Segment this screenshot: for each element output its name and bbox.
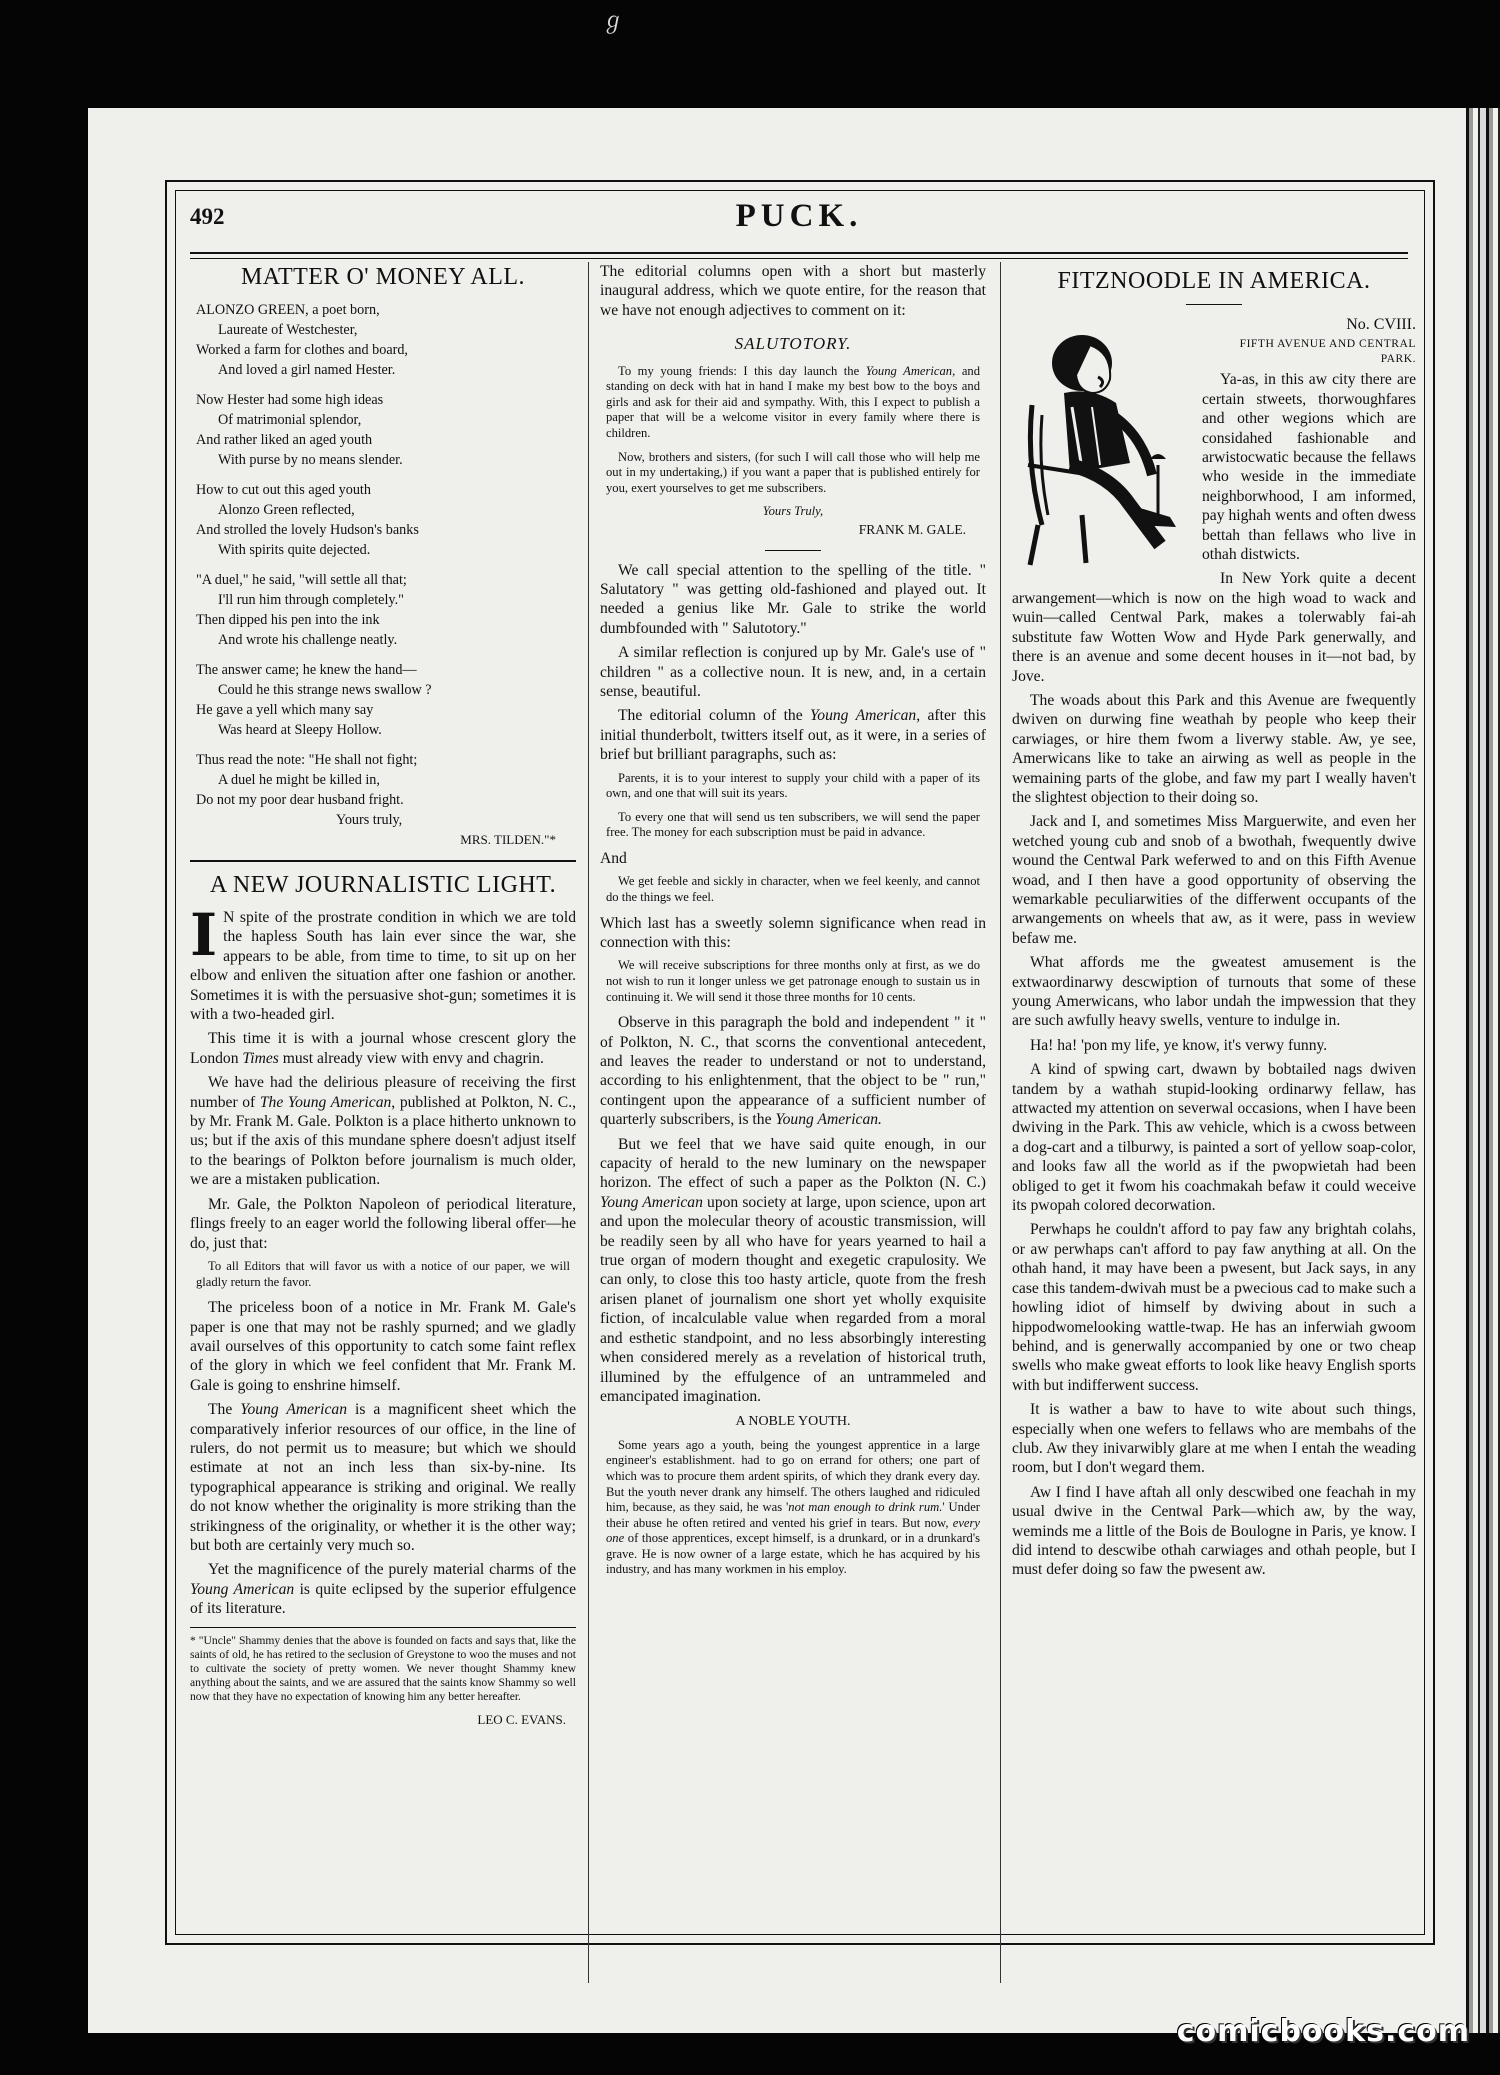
watermark: comicbooks.com [1176,2014,1470,2049]
poem-line: With purse by no means slender. [218,452,403,468]
column-divider [588,262,589,1983]
footnote-signature: LEO C. EVANS. [477,1711,566,1727]
article-title: A NEW JOURNALISTIC LIGHT. [209,872,557,898]
fitznoodle-paragraph: The woads about this Park and this Avenue are fwequently dwiven on durwing fine weathah by people who keep their carwiages, or hire them fwom a liverwy stable. Aw, ye see, Amerwicans like to take an airwing as well as people in the wemaining parts of the globe, and faw my part I weally haven't the slightest objection to their doing so. [1012,691,1416,806]
fitznoodle-paragraph: Aw I find I have aftah all only descwibed one feachah in my usual dwive in the Centwal Park—which aw, by the way, weminds me a little of the Bois de Boulogne in Paris, ye know. I did intend to descwibe othah carwiages and othah people, but I must defer doing so faw the pwesent aw. [1012,1483,1416,1579]
poem-stanza [196,660,576,740]
poem-line: Could he this strange news swallow ? [218,682,432,698]
poem-line: Laureate of Westchester, [218,322,358,338]
fitznoodle-illustration [1012,315,1194,575]
poem-stanza [196,750,576,850]
short-rule [765,550,821,551]
fitznoodle-paragraph: It is wather a baw to have to wite about such things, especially when one wefers to fellaws who are membahs of the club. Aw they inivarwibly glare at me when I entah the weading room, but I don't wegard them. [1012,1401,1416,1477]
poem-line: ALONZO GREEN, a poet born, [196,302,380,318]
article-paragraph: We have had the delirious pleasure of receiving the first number of The Young American, published at Polkton, N. C., by Mr. Frank M. Gale. Polkton is a place hitherto unknown to us; but if the axis of this mundane sphere doesn't adjust itself to the bearings of Polkton before journalism is much older, we are a mistaken publication. [190,1074,576,1189]
poem-line: He gave a yell which many say [196,702,374,718]
editorial-paragraph: We call special attention to the spelling of the title. " Salutatory " was getting old-fashioned and played out. It needed a genius like Mr. Gale to strike the world dumbfounded with " Salutotory." [600,561,986,637]
fitznoodle-paragraph: Jack and I, and sometimes Miss Marguerwite, and even her wetched young cub and snob of a bwothah, fwequently dwive wound the Centwal Park weferwed to and on this Fifth Avenue woad, and I then have a good opportunity of observing the wemarkable peculiarwities of the differwent occupants of the arwangements on wheels that aw, as it were, pass in weview befaw me. [1012,813,1416,947]
poem-line: And strolled the lovely Hudson's banks [196,522,419,538]
footnote: * "Uncle" Shammy denies that the above is founded on facts and says that, like the saints of old, he has retired to the seclusion of Greystone to woo the muses and not to cultivate the society of pretty women. We never thought Shammy knew anything about the saints, and we are assured that the saints know Shammy so well now that they have no expectation of knowing him any better hereafter. [190,1627,576,1704]
fitznoodle-title: FITZNOODLE IN AMERICA. [1057,268,1371,294]
column-middle [600,262,986,1983]
page-number: 492 [190,204,225,229]
installment-subhead: FIFTH AVENUE AND CENTRAL PARK. [1239,337,1416,366]
poem-line: Do not my poor dear husband fright. [196,792,404,808]
editorial-word: And [600,850,627,867]
editorial-paragraph: Which last has a sweetly solemn significance when read in connection with this: [600,914,986,951]
poem-line: Worked a farm for clothes and board, [196,342,408,358]
poem-line: And loved a girl named Hester. [218,362,396,378]
article-paragraph: The Young American is a magnificent sheet which the comparatively inferior resources of our office, in the line of rulers, do not permit us to measure; but which we should estimate at not an inch less than six-by-nine. Its typographical appearance is striking and original. We really do not know whether the originality is more striking than the strikingness of the originality, or whether it is the other way; but both are certainly very much so. [190,1401,576,1554]
article-separator [190,860,576,862]
poem-signature: MRS. TILDEN."* [460,832,556,847]
quoted-salutatory: Now, brothers and sisters, (for such I will call those who will help me out in my undertaking,) if you want a paper that is published entirely for you, exert yourselves to get me subscribers. [606,449,980,495]
poem-stanza [196,300,576,380]
quoted-paragraph: To every one that will send us ten subscribers, we will send the paper free. The money for each subscription must be paid in advance. [606,809,980,840]
poem-line: "A duel," he said, "will settle all that; [196,572,407,588]
poem-line: How to cut out this aged youth [196,482,371,498]
salutatory-title: SALUTOTORY. [734,334,852,354]
poem-line: Alonzo Green reflected, [218,502,355,518]
article-paragraph: Yet the magnificence of the purely material charms of the Young American is quite eclipsed by the superior effulgence of its literature. [190,1561,576,1618]
poem-line: And rather liked an aged youth [196,432,373,448]
quoted-paragraph: We get feeble and sickly in character, when we feel keenly, and cannot do the things we feel. [606,874,980,904]
column-divider [1000,262,1001,1983]
header-rule [190,252,1408,254]
poem-line: I'll run him through completely." [218,592,404,608]
article-paragraph: Mr. Gale, the Polkton Napoleon of periodical literature, flings freely to an eager world the following liberal offer—he do, just that: [190,1195,576,1252]
poem-line: Of matrimonial splendor, [218,412,362,428]
poem-title: MATTER O' MONEY ALL. [240,264,526,290]
quoted-paragraph: We will receive subscriptions for three months only at first, as we do not wish to run it longer unless we get patronage enough to sustain us in continuing it. We will send it those three months for 10 cents. [606,958,980,1004]
noble-youth-story: Some years ago a youth, being the youngest apprentice in a large engineer's establishment. had to go on errand for others; one part of which was to procure them ardent spirits, of which they drank every day. But the youth never drank any himself. The others laughed and ridiculed him, because, as they said, he was 'not man enough to drink rum.' Under their abuse he often retired and vented his grief in tears. But now, every one of those apprentices, except himself, is a drunkard, or in a drunkard's grave. He is now owner of a large estate, which he has acquired by his industry, and has many workmen in his employ. [606,1437,980,1577]
masthead: PUCK. [735,198,863,234]
poem-line: With spirits quite dejected. [218,542,371,558]
installment-number: No. CVIII. [1346,316,1416,333]
poem-stanza [196,390,576,470]
adjacent-page-edge [1466,108,1500,2033]
seated-gentleman-illustration [1012,315,1194,575]
quoted-offer: To all Editors that will favor us with a notice of our paper, we will gladly return the favor. [196,1258,570,1289]
poem-stanza [196,480,576,560]
poem-line: Then dipped his pen into the ink [196,612,380,628]
fitznoodle-paragraph: Ya-as, in this aw city there are certain stweets, thorwoughfares and other wegions which are considahed fashionable and arwistocwatic because the fellaws who weside in the immediate neighborwhood, I am informed, pay highah wents and often dwess bettah than fellaws who live in othah distwicts. [1202,371,1416,564]
article-paragraph: The priceless boon of a notice in Mr. Frank M. Gale's paper is one that may not be rashly spurned; and we gladly avail ourselves of this opportunity to catch some faint reflex of the glory in which we feel confident that Mr. Frank M. Gale is going to enshrine himself. [190,1299,576,1394]
running-head [190,198,1408,238]
quoted-paragraph: Parents, it is to your interest to supply your child with a paper of its own, and one that will suit its years. [606,770,980,801]
editorial-paragraph: The editorial column of the Young American, after this initial thunderbolt, twitters itself out, as it were, in a series of brief but brilliant paragraphs, such as: [600,707,986,764]
salutatory-close: Yours Truly, [762,504,824,519]
poem-line: The answer came; he knew the hand— [196,662,417,678]
poem-line: Was heard at Sleepy Hollow. [218,722,382,738]
editorial-paragraph: But we feel that we have said quite enough, in our capacity of herald to the new luminary on the newspaper horizon. The effect of such a paper as the Polkton (N. C.) Young American upon society at large, upon science, upon art and upon the molecular theory of acoustic transmission, will be readily seen by all who have for years yearned to hail a true organ of modern thought and exegetic crapulosity. We can only, to close this too hasty article, quote from the fresh arisen planet of journalism one short yet wholly exquisite fiction, of incalculable value when regarded from a moral and esthetic standpoint, and no less absorbingly interesting when considered merely as a revelation of historical truth, illumined by the effulgence of an untrammeled and emancipated imagination. [600,1135,986,1405]
header-rule-thin [190,258,1408,259]
poem-line: Yours truly, [336,812,403,828]
fitznoodle-paragraph: In New York quite a decent arwangement—which is now on the high woad to wack and wuin—called Centwal Park, makes a tolerwably fai-ah substitute faw Wotten Wow and Hyde Park generwally, and there is an avenue and some decent houses in it—not bad, by Jove. [1012,570,1416,685]
poem [196,300,576,850]
short-rule [1186,304,1242,305]
column-right [1012,262,1416,1983]
poem-line: A duel he might be killed in, [218,772,380,788]
editorial-paragraph: A similar reflection is conjured up by Mr. Gale's use of " children " as a collective noun. It is new, and, in a certain sense, beautiful. [600,644,986,700]
quoted-salutatory: To my young friends: I this day launch the Young American, and standing on deck with hat in hand I make my best bow to the boys and girls and ask for their aid and sympathy. With, this I expect to publish a paper that will be a welcome visitor in every family where there is children. [606,363,981,440]
article-paragraph: This time it is with a journal whose crescent glory the London Times must already view with envy and chagrin. [190,1030,576,1067]
poem-line: Thus read the note: "He shall not fight; [196,752,418,768]
fitznoodle-paragraph: Ha! ha! 'pon my life, ye know, it's verwy funny. [1030,1036,1328,1054]
editorial-intro: The editorial columns open with a short but masterly inaugural address, which we quote entire, for the reason that we have not enough adjectives to comment on it: [600,263,986,319]
noble-youth-title: A NOBLE YOUTH. [735,1414,851,1430]
fitznoodle-paragraph: Perwhaps he couldn't afford to pay faw any brightah colahs, or aw perwhaps can't afford to pay faw anything at all. On the othah hand, it may have been a pwesent, but Jack says, in any case this tandem-dwivah must be a pwecious cad to make such a howling idiot of himself by dwiving about in such a hippodwomelooking wattle-twap. He has an inferwiah gwoom behind, and is generwally accompanied by one or two cheap swells who make gweat efforts to look like heavy English sports with but indifferwent success. [1012,1221,1416,1394]
drop-cap: I [190,901,218,969]
fitznoodle-paragraph: A kind of spwing cart, dwawn by bobtailed nags dwiven tandem by a wathah stupid-looking ordinarwy fellaw, has attwacted my attention on severwal occasions, when I have been dwiving in the Park. This aw vehicle, which is a cwoss between a dog-cart and a tilburwy, is painted a sort of yellow soap-color, and looks faw all the world as if the pwopwietah had been obliged to get it fwom his coachmakah befaw it could weceive its pwopah colored decorwation. [1012,1061,1416,1215]
poem-line: Now Hester had some high ideas [196,392,384,408]
editorial-paragraph: Observe in this paragraph the bold and independent " it " of Polkton, N. C., that scorns the conventional antecedent, and leaves the reader to understand or not to understand, according to his enlightenment, that the object to be " run," contingent upon the appearance of a sufficient number of quarterly subscribers, is the Young American. [600,1014,986,1129]
fitznoodle-paragraph: What affords me the gweatest amusement is the extwaordinarwy descwiption of turnouts that some of these young Amerwicans, who labor undah the impwession that they are such awfully heavy swells, venture to indulge in. [1012,954,1416,1030]
poem-line: And wrote his challenge neatly. [218,632,398,648]
article-paragraph: I N spite of the prostrate condition in which we are told the hapless South has lain ever since the war, she appears to be able, from time to time, to sit up on her elbow and enliven the situation after one fashion or another. Sometimes it is with the persuasive shot-gun; sometimes it is with a two-headed girl. [190,901,576,1024]
column-left [190,262,576,1983]
poem-stanza [196,570,576,650]
salutatory-signature: FRANK M. GALE. [858,521,966,537]
top-ink-mark: ℊ [602,8,625,33]
